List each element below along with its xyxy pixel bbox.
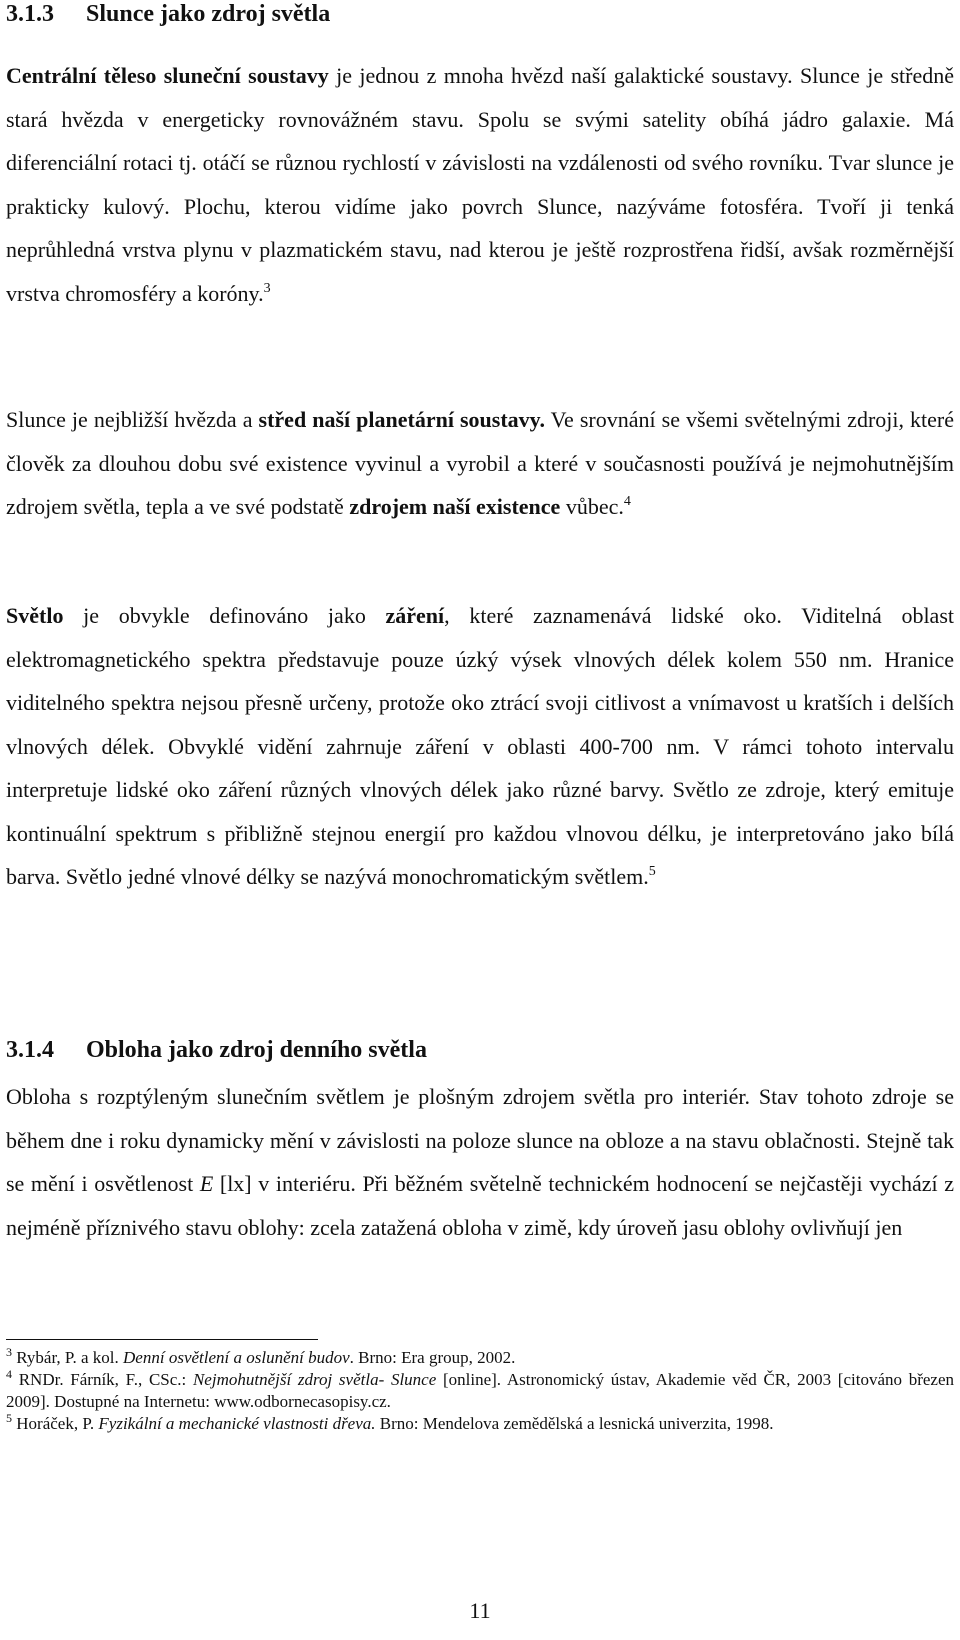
footnote-text: RNDr. Fárník, F., CSc.: <box>12 1370 193 1389</box>
paragraph-text: [lx] v interiéru. Při běžném světelně technickém hodnocení se nejčastěji vychází z nejméně příznivého stavu oblohy: zcela zatažená obloha v zimě, kdy úroveň jasu oblohy ovlivňují jen <box>6 1171 954 1240</box>
bold-term: Světlo <box>6 603 64 628</box>
footnotes <box>6 1347 954 1435</box>
paragraph-text: vůbec. <box>560 494 624 519</box>
bold-term: zdrojem naší existence <box>349 494 561 519</box>
footnote-title: Denní osvětlení a oslunění budov <box>123 1348 350 1367</box>
footnote-text: Brno: Mendelova zemědělská a lesnická univerzita, 1998. <box>375 1414 774 1433</box>
paragraph-sun-description <box>6 54 954 315</box>
section-number: 3.1.3 <box>6 1 54 27</box>
paragraph-text: je jednou z mnoha hvězd naší galaktické soustavy. Slunce je středně stará hvězda v energeticky rovnovážném stavu. Spolu se svými satelity obíhá jádro galaxie. Má diferenciální rotaci tj. otáčí se různou rychlostí v závislosti na vzdálenosti od svého rovníku. Tvar slunce je prakticky kulový. Plochu, kterou vidíme jako povrch Slunce, nazýváme fotosféra. Tvoří ji tenká neprůhledná vrstva plynu v plazmatickém stavu, nad kterou je ještě rozprostřena řidší, avšak rozměrnější vrstva chromosféry a koróny. <box>6 63 954 306</box>
paragraph-text: je obvykle definováno jako <box>63 603 386 628</box>
section-heading-3-1-3 <box>6 0 330 29</box>
section-title: Slunce jako zdroj světla <box>86 1 331 27</box>
paragraph-sky-source <box>6 1075 954 1249</box>
paragraph-nearest-star <box>6 398 954 529</box>
footnote-title: Fyzikální a mechanické vlastnosti dřeva. <box>98 1414 376 1433</box>
bold-term: střed naší planetární soustavy. <box>258 407 545 432</box>
paragraph-text: Obloha s rozptýleným slunečním světlem je plošným zdrojem světla pro interiér. Stav tohoto zdroje se během dne i roku dynamicky mění v závislosti na poloze slunce na obloze a na stavu oblačnosti. Stejně tak se mění i osvětlenost <box>6 1084 954 1196</box>
footnote-4 <box>6 1369 954 1413</box>
footnote-divider <box>6 1339 318 1340</box>
italic-variable: E <box>199 1171 214 1196</box>
footnote-number: 5 <box>6 1411 12 1425</box>
paragraph-light-definition <box>6 594 954 899</box>
footnote-number: 3 <box>6 1345 12 1359</box>
footnote-text: [online]. Astronomický ústav, Akademie věd ČR, 2003 [citováno březen 2009]. Dostupné na Internetu: www.odbornecasopisy.cz. <box>6 1370 954 1411</box>
section-heading-3-1-4 <box>6 1035 427 1065</box>
footnote-number: 4 <box>6 1367 12 1381</box>
footnote-text: Rybár, P. a kol. <box>12 1348 124 1367</box>
footnote-5 <box>6 1413 954 1435</box>
footnote-ref-4[interactable]: 4 <box>623 494 631 509</box>
footnote-ref-3[interactable]: 3 <box>263 280 271 296</box>
section-number: 3.1.4 <box>6 1037 54 1063</box>
bold-term: záření <box>385 603 445 628</box>
section-title: Obloha jako zdroj denního světla <box>86 1037 427 1063</box>
footnote-3 <box>6 1347 954 1369</box>
paragraph-text: Ve srovnání se všemi světelnými zdroji, které člověk za dlouhou dobu své existence vyvinul a vyrobil a které v současnosti používá je nejmohutnějším zdrojem světla, tepla a ve své podstatě <box>6 407 954 519</box>
footnote-text: Horáček, P. <box>12 1414 99 1433</box>
bold-term: Centrální těleso sluneční soustavy <box>6 63 329 88</box>
paragraph-text: , které zaznamenává lidské oko. Viditelná oblast elektromagnetického spektra představuje pouze úzký výsek vlnových délek kolem 550 nm. Hranice viditelného spektra nejsou přesně určeny, protože oko ztrácí svoji citlivost a vnímavost u kratších i delších vlnových délek. Obvyklé vidění zahrnuje záření v oblasti 400-700 nm. V rámci tohoto intervalu interpretuje lidské oko záření různých vlnových délek jako různé barvy. Světlo ze zdroje, který emituje kontinuální spektrum s přibližně stejnou energií pro každou vlnovou délku, je interpretováno jako bílá barva. Světlo jedné vlnové délky se nazývá monochromatickým světlem. <box>6 603 954 889</box>
footnote-ref-5[interactable]: 5 <box>648 864 656 879</box>
page-number: 11 <box>469 1598 491 1623</box>
footnote-title: Nejmohutnější zdroj světla- Slunce <box>192 1370 437 1389</box>
paragraph-text: Slunce je nejbližší hvězda a <box>6 407 259 432</box>
footnote-text: . Brno: Era group, 2002. <box>349 1348 516 1367</box>
